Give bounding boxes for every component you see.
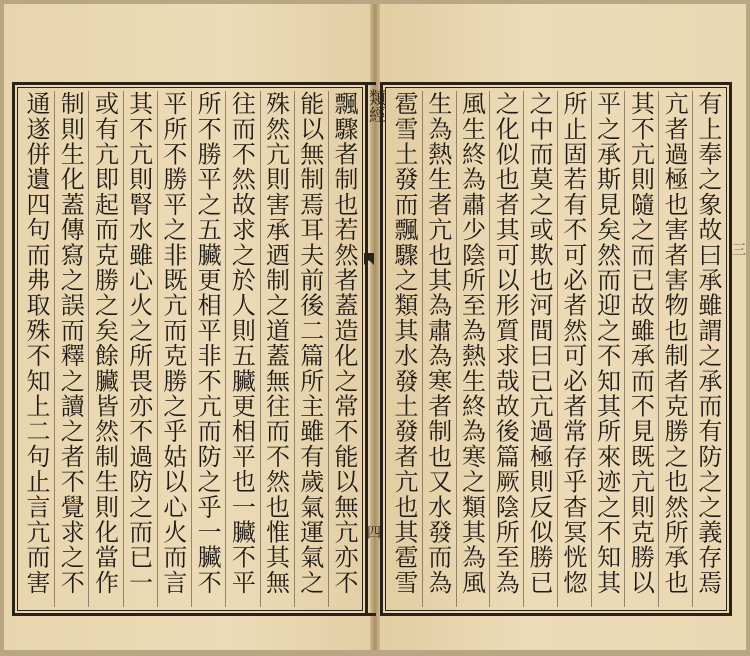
- center-fold-column: [362, 82, 385, 616]
- left-column-2: 能以無制焉耳夫前後二篇所主雖有歲氣運氣之: [294, 91, 325, 607]
- right-column-5: 所止固若有不可必者然可必者常存乎杳冥恍惚: [557, 91, 588, 607]
- left-column-7: 其不亢則腎水雖心火之所畏亦不過防之而已一: [123, 91, 154, 607]
- page-number: 四: [365, 525, 381, 539]
- book-spread: [4, 4, 746, 650]
- running-title: 類經: [365, 89, 385, 123]
- left-columns: [21, 91, 359, 607]
- right-column-3: 其不亢則隨之而已故雖承而不見既亢則克勝以: [624, 91, 655, 607]
- left-column-8: 或有亢即起而克勝之矣餘臟皆然制生則化當作: [88, 91, 119, 607]
- right-column-9: 生為熱生者亢也其為肅為寒者制也又水發而為: [422, 91, 453, 607]
- left-column-9: 制則生化蓋傳寫之誤而釋之讀之者不覺求之不: [54, 91, 85, 607]
- left-column-4: 往而不然故求之於人則五臟更相平也一臟不平: [225, 91, 256, 607]
- right-column-2: 亢者過極也害者害物也制者克勝之也然所承也: [658, 91, 689, 607]
- right-text-frame: [380, 82, 732, 616]
- right-column-10: 雹雪土發而飄驟之類其水發土發者亢也其雹雪: [390, 91, 418, 595]
- left-text-frame: [12, 82, 368, 616]
- left-column-3: 殊然亢則害承迺制之道蓋無往而不然也惟其無: [260, 91, 291, 607]
- left-column-1: 飄驟者制也若然者蓋造化之常不能以無亢亦不: [328, 91, 359, 607]
- left-column-10: 通遂併遺四句而弗取殊不知上二句止言亢而害: [22, 91, 50, 595]
- left-column-5: 所不勝平之五臟更相平非不亢而防之乎一臟不: [191, 91, 222, 607]
- fishtail-mark: [364, 253, 374, 265]
- right-column-1: 有上奉之象故曰承雖謂之承而有防之之義存焉: [692, 91, 723, 607]
- right-column-6: 之中而莫之或欺也河間曰已亢過極則反似勝已: [523, 91, 554, 607]
- right-columns: [389, 91, 723, 607]
- right-column-8: 風生終為肅少陰所至為熱生終為寒之類其為風: [456, 91, 487, 607]
- right-column-4: 平之承斯見矣然而迎之不知其所來迹之不知其: [591, 91, 622, 607]
- right-column-7: 之化似也者其可以形質求哉故後篇厥陰所至為: [489, 91, 520, 607]
- right-page-mark: 三: [730, 242, 746, 256]
- left-column-6: 平所不勝平之非既亢而克勝之乎姑以心火而言: [157, 91, 188, 607]
